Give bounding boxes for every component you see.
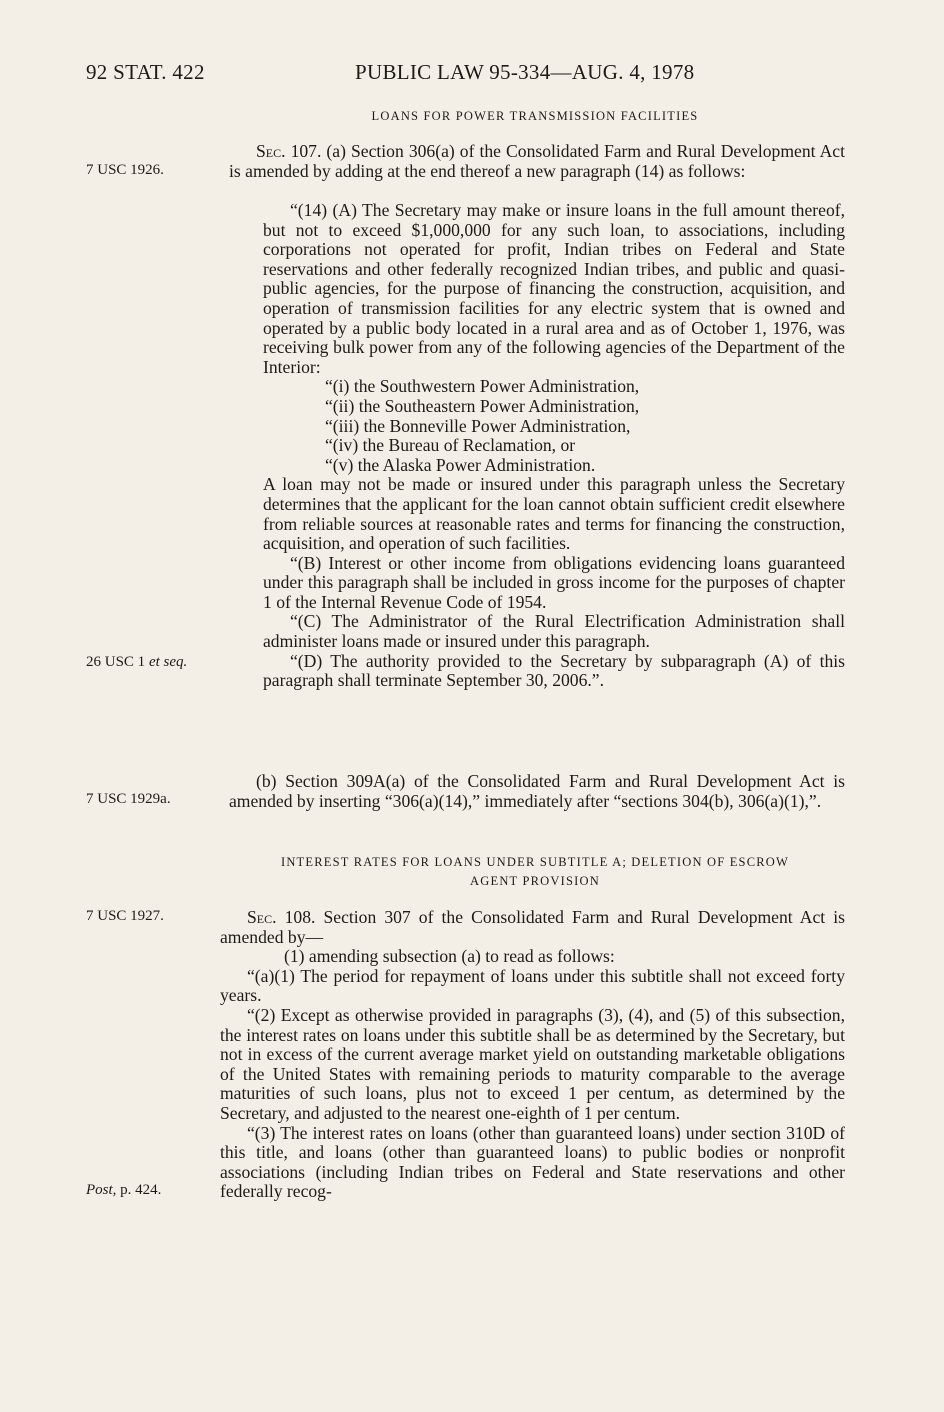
paragraph-2: “(2) Except as otherwise provided in paragraphs (3), (4), and (5) of this subsection, the interest rates on loans under this subtitle shall be as determined by the Secretary, but not in excess of the current average market yield on outstanding marketable obligations of the United States with remaining periods to maturity comparable to the average maturities of such loans, plus not to exceed 1 per centum, as determined by the Secretary, and adjusted to the nearest one-eighth of 1 per centum. <box>220 1004 845 1123</box>
section-108-heading <box>229 853 841 891</box>
section-107-subsection-b <box>229 772 845 811</box>
paragraph-3: “(3) The interest rates on loans (other than guaranteed loans) under section 310D of this title, and loans (other than guaranteed loans) to public bodies or nonprofit associations (including Indian tribes on Federal and State reservations and other federally recog- <box>220 1122 845 1202</box>
public-law-title: PUBLIC LAW 95-334—AUG. 4, 1978 <box>355 60 695 84</box>
section-108-intro-text: 108. Section 307 of the Consolidated Farm and Rural Development Act is amended by— <box>220 907 845 947</box>
margin-note-7-usc-1929a: 7 USC 1929a. <box>86 791 171 807</box>
section-107-intro-text: 107. (a) Section 306(a) of the Consolidated Farm and Rural Development Act is amended by adding at the end thereof a new paragraph (14) as follows: <box>229 141 845 181</box>
section-108-body <box>220 908 845 1202</box>
statute-page-number: 92 STAT. 422 <box>86 60 205 84</box>
paragraph-14c: “(C) The Administrator of the Rural Electrification Administration shall administer loans made or insured under this paragraph. <box>263 611 845 652</box>
paragraph-14a: “(14) (A) The Secretary may make or insure loans in the full amount thereof, but not to exceed $1,000,000 for any such loan, to associations, including corporations not operated for profit, Indian tribes on Federal and State reservations and other federally recognized Indian tribes, and public and quasi-public agencies, for the purpose of financing the construction, acquisition, and operation of transmission facilities for any electric system that is owned and operated by a public body located in a rural area and as of October 1, 1976, was receiving bulk power from any of the following agencies of the Department of the Interior: <box>263 200 845 377</box>
agency-item: “(iii) the Bonneville Power Administration, <box>325 415 631 436</box>
subsection-b: (b) Section 309A(a) of the Consolidated Farm and Rural Development Act is amended by inserting “306(a)(14),” immediately after “sections 304(b), 306(a)(1),”. <box>229 771 845 811</box>
agency-item: “(i) the Southwestern Power Administration, <box>325 376 640 397</box>
item-1: (1) amending subsection (a) to read as follows: <box>284 946 615 967</box>
margin-note-italic: et seq. <box>148 654 188 670</box>
agency-list <box>263 377 845 475</box>
sec-label: Sec. <box>247 907 277 927</box>
loan-condition: A loan may not be made or insured under this paragraph unless the Secretary determines that the applicant for the loan cannot obtain sufficient credit elsewhere from reliable sources at reasonable rates and terms for financing the construction, acquisition, and operation of such facilities. <box>263 474 845 554</box>
agency-item: “(ii) the Southeastern Power Administration, <box>325 395 640 416</box>
section-107-paragraph-14 <box>263 201 845 691</box>
margin-note-text: 26 USC 1 <box>86 654 149 670</box>
margin-note-text: p. 424. <box>116 1182 162 1198</box>
paragraph-a1: “(a)(1) The period for repayment of loans under this subtitle shall not exceed forty years. <box>220 965 845 1006</box>
paragraph-14b: “(B) Interest or other income from obligations evidencing loans guaranteed under this paragraph shall be included in gross income for the purposes of chapter 1 of the Internal Revenue Code of 1954. <box>263 552 845 612</box>
section-107-heading: LOANS FOR POWER TRANSMISSION FACILITIES <box>371 109 699 123</box>
section-108-heading-line2: AGENT PROVISION <box>470 874 600 888</box>
margin-note-26-usc-1 <box>86 654 187 671</box>
margin-note-7-usc-1927: 7 USC 1927. <box>86 908 164 924</box>
section-107-intro <box>229 142 845 181</box>
margin-note-post-p424 <box>86 1182 161 1199</box>
margin-note-italic: Post, <box>86 1182 117 1198</box>
margin-note-7-usc-1926: 7 USC 1926. <box>86 162 164 178</box>
section-108-heading-line1: INTEREST RATES FOR LOANS UNDER SUBTITLE A; DELETION OF ESCROW <box>280 855 790 869</box>
agency-item: “(iv) the Bureau of Reclamation, or <box>325 435 576 456</box>
sec-label: Sec. <box>256 141 286 161</box>
paragraph-14d: “(D) The authority provided to the Secretary by subparagraph (A) of this paragraph shall terminate September 30, 2006.”. <box>263 650 845 691</box>
agency-item: “(v) the Alaska Power Administration. <box>325 454 596 475</box>
